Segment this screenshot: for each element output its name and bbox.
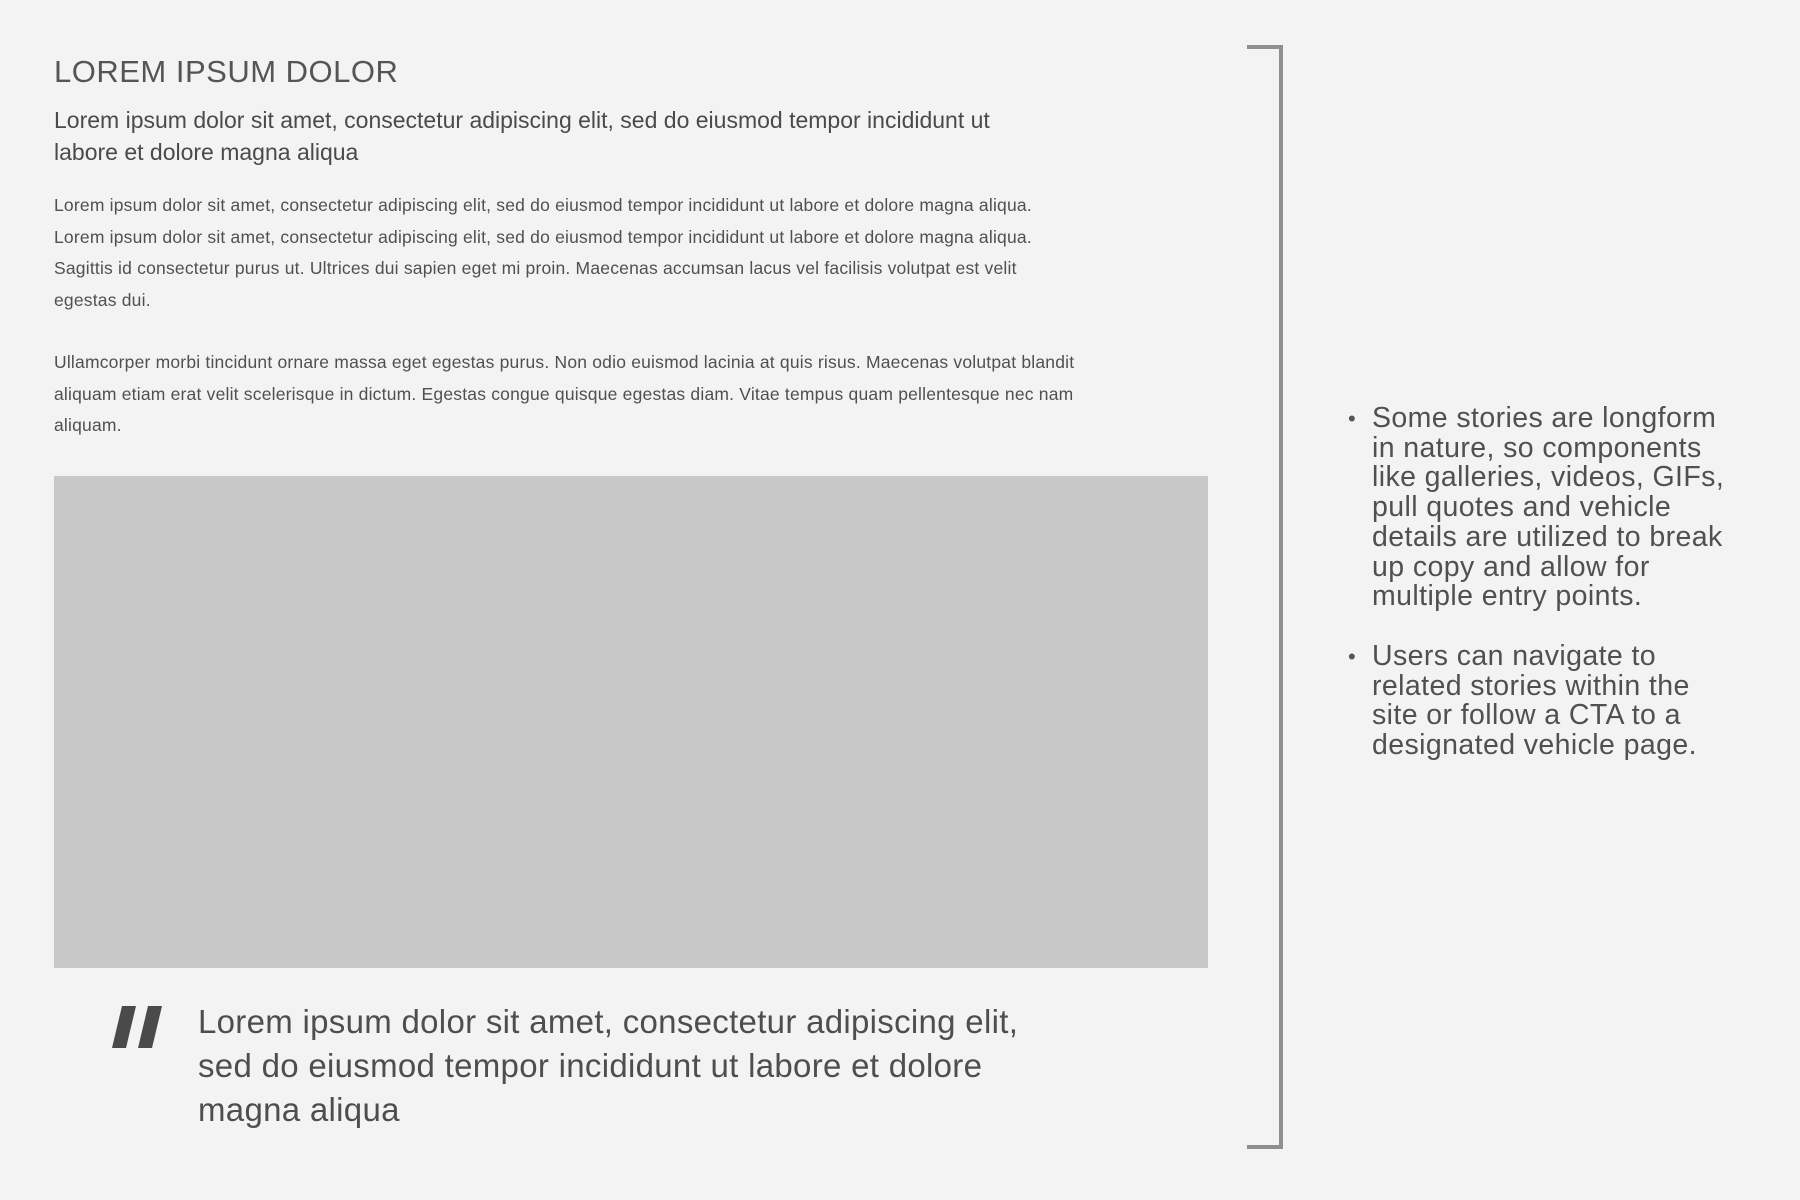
annotation-note [1348,402,1742,613]
annotation-note-text: Some stories are longform in nature, so components like galleries, videos, GIFs, pull quotes and vehicle details are utilized to break up copy and allow for multiple entry points. [1372,402,1725,613]
body-paragraph: Ullamcorper morbi tincidunt ornare massa eget egestas purus. Non odio euismod lacinia at quis risus. Maecenas volutpat blandit aliquam etiam erat velit scelerisque in dictum. Egestas congue quisque egestas diam. Vitae tempus quam pellentesque nec nam aliquam. [54,352,1075,435]
annotation-note [1348,639,1742,762]
media-placeholder[interactable] [54,476,1208,968]
bullet-icon: • [1348,406,1357,431]
body-paragraph: Lorem ipsum dolor sit amet, consectetur adipiscing elit, sed do eiusmod tempor incididunt ut labore et dolore magna aliqua. Lorem ipsum dolor sit amet, consectetur adipiscing elit, sed do eiusmod tempor incididunt ut labore et dolore magna aliqua. Sagittis id consectetur purus ut. Ultrices dui sapien eget mi proin. Maecenas accumsan lacus vel facilisis volutpat est velit egestas dui. [54,195,1032,310]
quote-mark-icon [112,1006,172,1048]
bullet-icon: • [1348,643,1357,669]
annotation-note-text: Users can navigate to related stories within the site or follow a CTA to a designated vehicle page. [1372,639,1697,762]
pull-quote-text: Lorem ipsum dolor sit amet, consectetur adipiscing elit, sed do eiusmod tempor incididunt ut labore et dolore magna aliqua [198,1003,1019,1128]
annotation-notes [1348,404,1768,791]
article-title: LOREM IPSUM DOLOR [54,54,399,89]
article [54,54,1209,473]
annotation-bracket [1247,45,1283,1149]
article-subtitle: Lorem ipsum dolor sit amet, consectetur adipiscing elit, sed do eiusmod tempor incididunt ut labore et dolore magna aliqua [54,107,990,165]
